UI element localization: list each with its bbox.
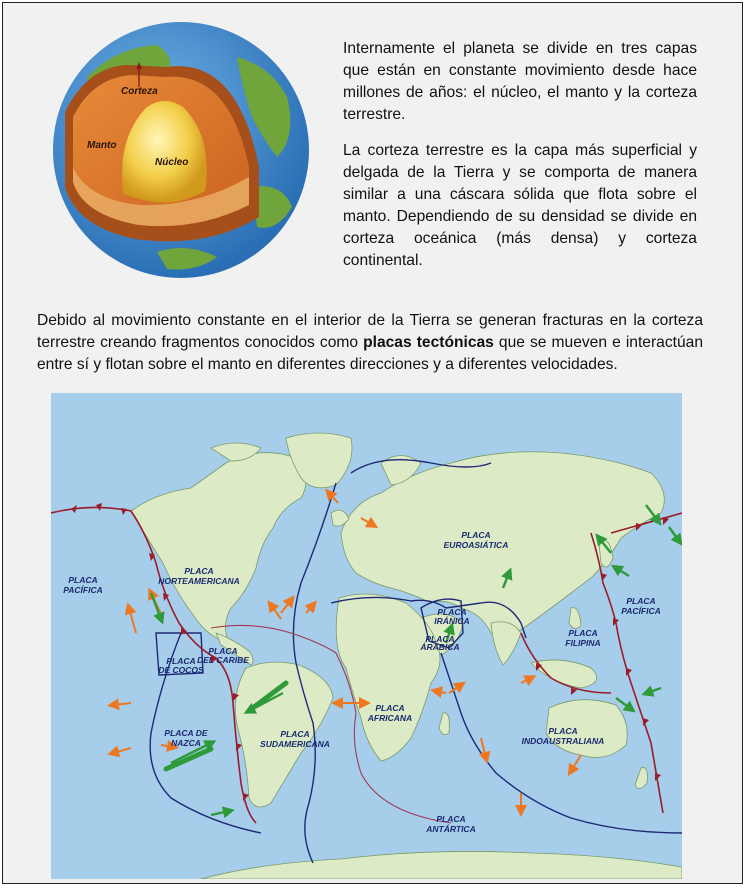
plates-text-before: Debido al movimiento constante en el interior de la Tierra se generan fracturas en la corteza terrestre creando fragmentos conocidos como	[37, 312, 703, 351]
plates-text-bold: placas tectónicas	[363, 334, 494, 351]
document-page	[2, 2, 743, 884]
label-antarctic: PLACA ANTÁRTICA	[426, 814, 476, 834]
core-label: Núcleo	[155, 157, 189, 168]
mantle-label: Manto	[87, 140, 117, 151]
label-caribbean: PLACA DEL CARIBE	[197, 646, 249, 665]
intro-paragraph-layers: Internamente el planeta se divide en tres capas que están en constante movimiento desde hace millones de años: el núcleo, el manto y la corteza terrestre.	[343, 40, 697, 123]
label-iranian: PLACA IRÁNICA	[434, 607, 470, 626]
earth-layers-illustration	[47, 17, 315, 283]
label-indo-australian: PLACA INDOAUSTRALIANA	[521, 726, 605, 746]
label-cocos: PLACA DE COCOS	[158, 656, 204, 675]
label-north-american: PLACA NORTEAMERICANA	[158, 566, 240, 586]
intro-paragraph-crust: La corteza terrestre es la capa más superficial y delgada de la Tierra y se comporta de manera similar a una cáscara sólida que flota sobre el manto. Dependiendo de su densidad se divide en corteza oceánica (más densa) y corteza continental.	[343, 142, 697, 269]
label-philippine: PLACA FILIPINA	[565, 628, 601, 648]
label-pacific-east: PLACA PACÍFICA	[621, 596, 661, 616]
label-eurasian: PLACA EUROASIÁTICA	[443, 530, 509, 550]
crust-label: Corteza	[121, 86, 158, 97]
label-arabian: PLACA ÁRABICA	[420, 634, 460, 652]
label-pacific-west: PLACA PACÍFICA	[63, 575, 103, 595]
label-south-american: PLACA SUDAMERICANA	[260, 729, 330, 749]
label-african: PLACA AFRICANA	[367, 703, 413, 723]
plates-paragraph	[37, 310, 703, 376]
plates-text-after: que se mueven e interactúan entre sí y flotan sobre el manto en diferentes direcciones y a diferentes velocidades.	[37, 334, 703, 373]
intro-text	[343, 38, 697, 286]
label-nazca: PLACA DE NAZCA	[164, 728, 208, 748]
tectonic-plates-map	[51, 393, 682, 879]
